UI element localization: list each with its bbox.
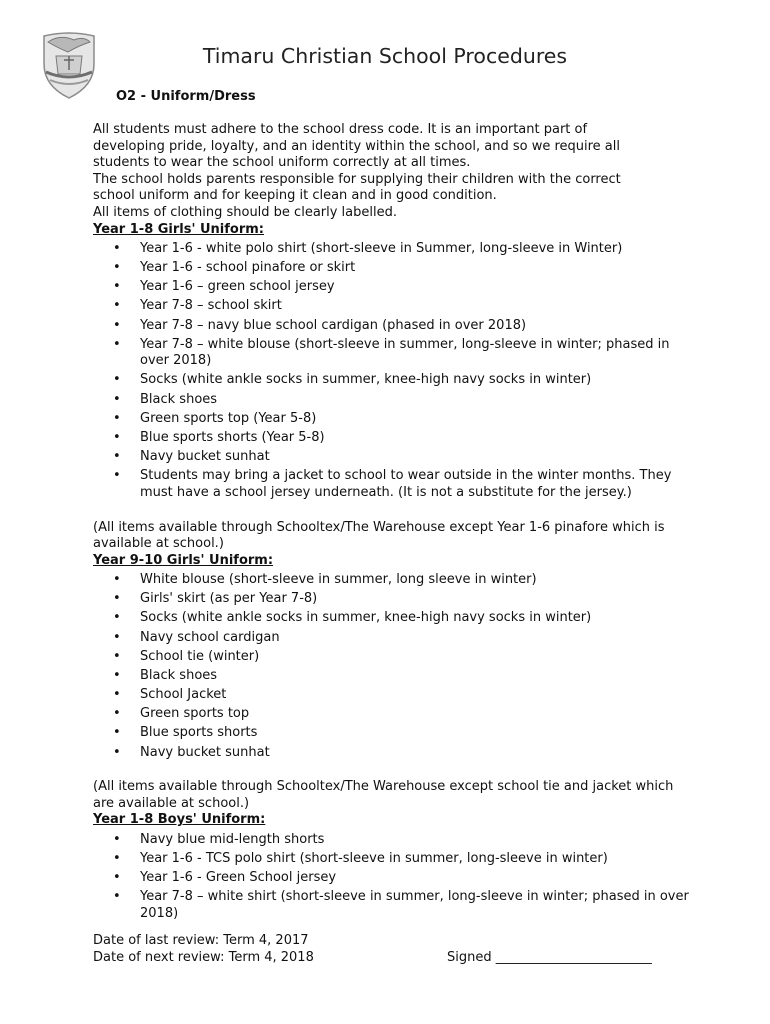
next-review-date: Date of next review: Term 4, 2018 <box>93 949 314 965</box>
list-item: • Navy blue mid-length shorts <box>93 832 693 849</box>
list-item: • Green sports top <box>93 706 693 723</box>
boys-1-8-list <box>93 832 693 923</box>
list-item: • Socks (white ankle socks in summer, knee-high navy socks in winter) <box>93 372 693 389</box>
last-review-date: Date of last review: Term 4, 2017 <box>93 933 309 948</box>
section-note: (All items available through Schooltex/The Warehouse except Year 1-6 pinafore which is available at school.) <box>93 519 665 552</box>
section-heading-boys-1-8: Year 1-8 Boys' Uniform: <box>93 812 266 828</box>
list-item: • Year 1-6 – green school jersey <box>93 279 693 296</box>
list-item: • Year 1-6 - school pinafore or skirt <box>93 260 693 277</box>
list-item: • Year 7-8 – white blouse (short-sleeve in summer, long-sleeve in winter; phased in over 2018) <box>93 337 693 370</box>
section-note: (All items available through Schooltex/The Warehouse except school tie and jacket which are available at school.) <box>93 779 674 811</box>
procedure-code-heading: O2 - Uniform/Dress <box>116 89 256 104</box>
girls-9-10-list <box>93 572 693 761</box>
list-item: • Black shoes <box>93 392 693 409</box>
document-title: Timaru Christian School Procedures <box>202 44 568 68</box>
list-item: • School Jacket <box>93 687 693 704</box>
list-item: • White blouse (short-sleeve in summer, long sleeve in winter) <box>93 572 693 589</box>
list-item: • Students may bring a jacket to school to wear outside in the winter months. They must have a school jersey underneath. (It is not a substitute for the jersey.) <box>93 468 693 501</box>
list-item: • Navy bucket sunhat <box>93 449 693 466</box>
list-item: • Black shoes <box>93 668 693 685</box>
list-item: • Year 7-8 – white shirt (short-sleeve in summer, long-sleeve in winter; phased in over 2018) <box>93 889 693 922</box>
list-item: • School tie (winter) <box>93 649 693 666</box>
list-item: • Blue sports shorts (Year 5-8) <box>93 430 693 447</box>
list-item: • Year 1-6 - white polo shirt (short-sleeve in Summer, long-sleeve in Winter) <box>93 241 693 258</box>
list-item: • Navy bucket sunhat <box>93 745 693 762</box>
list-item: • Girls' skirt (as per Year 7-8) <box>93 591 693 608</box>
document-body <box>93 122 693 922</box>
list-item: • Blue sports shorts <box>93 725 693 742</box>
section-heading-girls-9-10: Year 9-10 Girls' Uniform: <box>93 552 274 568</box>
signature-line: Signed ________________________ <box>447 949 652 965</box>
school-crest-icon <box>38 28 100 100</box>
list-item: • Year 7-8 – navy blue school cardigan (phased in over 2018) <box>93 318 693 335</box>
review-footer <box>93 933 693 966</box>
section-heading-girls-1-8: Year 1-8 Girls' Uniform: <box>93 221 265 237</box>
list-item: • Year 7-8 – school skirt <box>93 298 693 315</box>
intro-line: students to wear the school uniform correctly at all times. <box>93 155 471 171</box>
intro-line: school uniform and for keeping it clean and in good condition. <box>93 188 497 204</box>
intro-line: developing pride, loyalty, and an identity within the school, and so we require all <box>93 138 620 154</box>
list-item: • Green sports top (Year 5-8) <box>93 411 693 428</box>
list-item: • Year 1-6 - Green School jersey <box>93 870 693 887</box>
intro-line: All students must adhere to the school dress code. It is an important part of <box>93 122 588 137</box>
list-item: • Year 1-6 - TCS polo shirt (short-sleeve in summer, long-sleeve in winter) <box>93 851 693 868</box>
intro-line: All items of clothing should be clearly labelled. <box>93 204 397 220</box>
intro-line: The school holds parents responsible for supplying their children with the correct <box>93 171 621 187</box>
list-item: • Navy school cardigan <box>93 630 693 647</box>
girls-1-8-list <box>93 241 693 502</box>
list-item: • Socks (white ankle socks in summer, knee-high navy socks in winter) <box>93 610 693 627</box>
